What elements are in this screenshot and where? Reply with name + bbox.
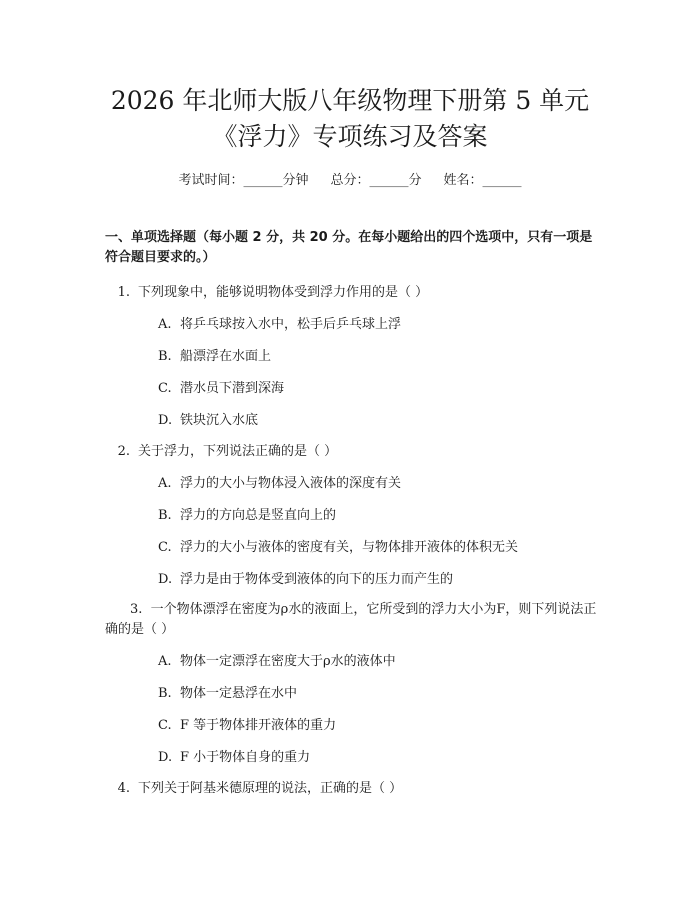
option-letter: D. — [158, 572, 173, 587]
option-text: 浮力的大小与物体浸入液体的深度有关 — [180, 476, 402, 491]
question-number: 4. — [117, 781, 130, 796]
option-letter: B. — [158, 686, 172, 701]
question-number: 2. — [117, 444, 130, 459]
option-text: 将乒乓球按入水中，松手后乒乓球上浮 — [180, 317, 402, 332]
question-3-option-c — [158, 716, 598, 736]
option-text: 物体一定漂浮在密度大于ρ水的液体中 — [180, 654, 396, 669]
question-text: 下列关于阿基米德原理的说法，正确的是（ ） — [138, 781, 403, 796]
question-1 — [105, 283, 605, 303]
question-text: 关于浮力，下列说法正确的是（ ） — [138, 444, 338, 459]
option-letter: C. — [158, 540, 172, 555]
option-letter: C. — [158, 381, 172, 396]
option-text: 船漂浮在水面上 — [180, 349, 272, 364]
option-letter: D. — [158, 413, 173, 428]
option-text: 铁块沉入水底 — [180, 413, 259, 428]
question-4 — [105, 779, 605, 799]
question-3-option-b — [158, 684, 598, 704]
question-2-option-d — [158, 570, 598, 590]
question-1-option-d — [158, 411, 598, 431]
question-number: 3. — [130, 602, 143, 617]
question-text: 一个物体漂浮在密度为ρ水的液面上，它所受到的浮力大小为F，则下列说法正确的是（ ） — [105, 602, 597, 637]
option-letter: A. — [158, 476, 172, 491]
question-2 — [105, 442, 605, 462]
document-title-line-2: 《浮力》专项练习及答案 — [212, 122, 488, 151]
question-1-option-b — [158, 347, 598, 367]
option-letter: A. — [158, 654, 172, 669]
question-1-option-a — [158, 315, 598, 335]
document-title-line-1: 2026 年北师大版八年级物理下册第 5 单元 — [110, 86, 590, 115]
question-number: 1. — [117, 285, 130, 300]
option-text: 物体一定悬浮在水中 — [180, 686, 298, 701]
exam-time-label: 考试时间：______分钟 — [178, 173, 309, 188]
question-text: 下列现象中，能够说明物体受到浮力作用的是（ ） — [138, 285, 429, 300]
option-text: 浮力是由于物体受到液体的向下的压力而产生的 — [180, 572, 454, 587]
section-heading: 一、单项选择题（每小题 2 分，共 20 分。在每小题给出的四个选项中，只有一项是符合题目要求的。） — [105, 230, 593, 265]
question-2-option-a — [158, 474, 598, 494]
option-text: F 小于物体自身的重力 — [180, 750, 311, 765]
option-text: 浮力的大小与液体的密度有关，与物体排开液体的体积无关 — [180, 540, 519, 555]
exam-meta — [0, 169, 700, 188]
question-3-option-a — [158, 652, 598, 672]
option-letter: D. — [158, 750, 173, 765]
option-letter: C. — [158, 718, 172, 733]
option-text: 潜水员下潜到深海 — [180, 381, 285, 396]
option-letter: A. — [158, 317, 172, 332]
option-text: F 等于物体排开液体的重力 — [180, 718, 337, 733]
question-2-option-b — [158, 506, 598, 526]
option-letter: B. — [158, 349, 172, 364]
question-3 — [105, 600, 605, 640]
question-3-option-d — [158, 748, 598, 768]
option-letter: B. — [158, 508, 172, 523]
question-2-option-c — [158, 538, 598, 558]
option-text: 浮力的方向总是竖直向上的 — [180, 508, 337, 523]
student-name-label: 姓名：______ — [443, 173, 522, 188]
question-1-option-c — [158, 379, 598, 399]
total-score-label: 总分：______分 — [330, 173, 422, 188]
